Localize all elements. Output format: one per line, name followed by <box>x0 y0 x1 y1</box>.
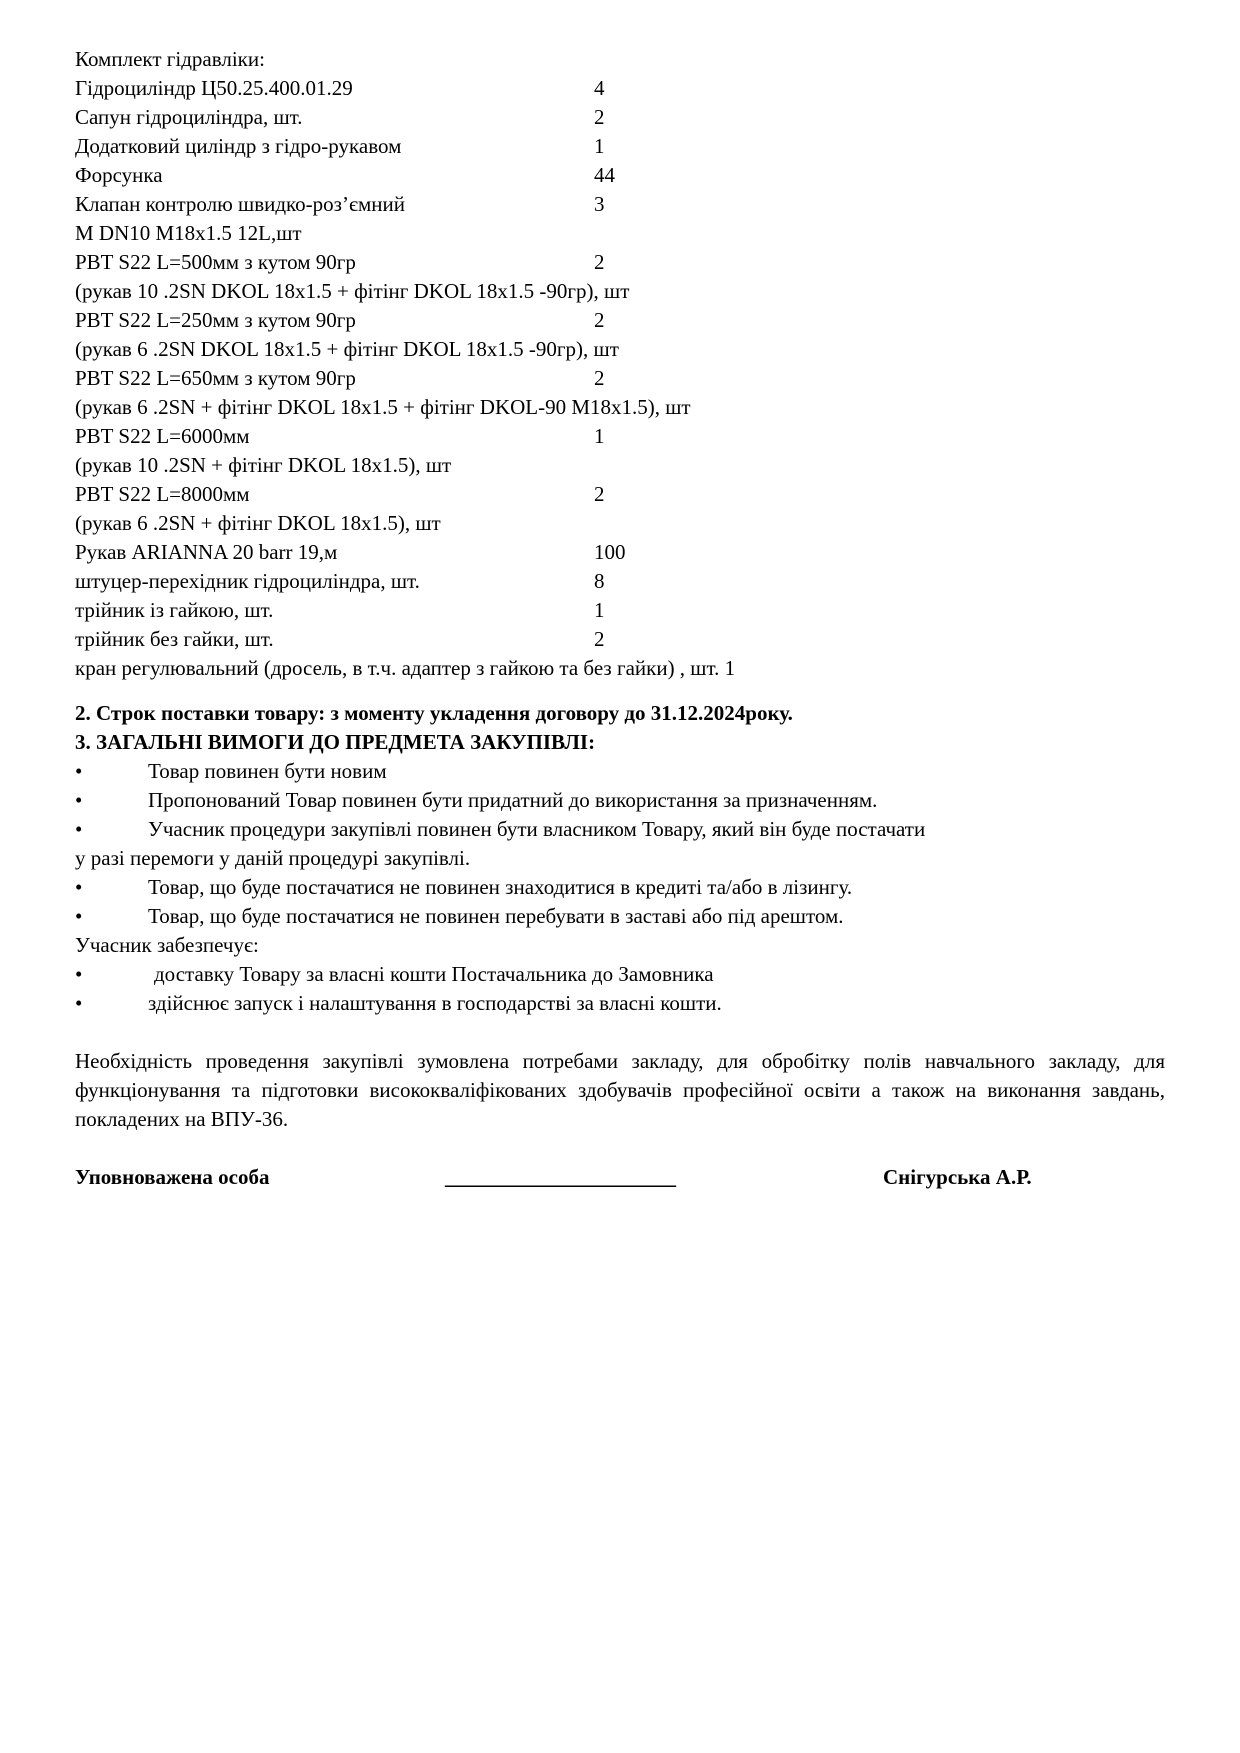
item-name: Клапан контролю швидко-роз’ємний <box>75 192 405 216</box>
requirement-item <box>75 757 1165 786</box>
hydraulics-item <box>75 103 1165 132</box>
hydraulics-item <box>75 509 1165 538</box>
hydraulics-item <box>75 538 1165 567</box>
hydraulics-item <box>75 596 1165 625</box>
requirement-text: Пропонований Товар повинен бути придатний до використання за призначенням. <box>148 788 878 812</box>
hydraulics-item <box>75 219 1165 248</box>
requirement-text: Товар, що буде постачатися не повинен перебувати в заставі або під арештом. <box>148 904 844 928</box>
item-name: PBT S22 L=250мм з кутом 90гр <box>75 308 356 332</box>
hydraulics-item <box>75 335 1165 364</box>
item-name: Форсунка <box>75 163 163 187</box>
hydraulics-last-line: кран регулювальний (дросель, в т.ч. адаптер з гайкою та без гайки) , шт. 1 <box>75 656 736 680</box>
item-name: Додатковий циліндр з гідро-рукавом <box>75 134 402 158</box>
provider-item <box>75 960 1165 989</box>
provider-text: доставку Товару за власні кошти Постачальника до Замовника <box>154 962 714 986</box>
provider-text: здійснює запуск і налаштування в господарстві за власні кошти. <box>148 991 722 1015</box>
item-name: Гідроциліндр Ц50.25.400.01.29 <box>75 76 353 100</box>
bullet-icon: • <box>75 875 83 899</box>
bullet-icon: • <box>75 817 83 841</box>
requirement-text: Товар повинен бути новим <box>148 759 387 783</box>
bullet-icon: • <box>75 788 83 812</box>
hydraulics-item <box>75 567 1165 596</box>
hydraulics-item <box>75 480 1165 509</box>
signatory-name: Снігурська А.Р. <box>883 1165 1032 1189</box>
item-name: трійник без гайки, шт. <box>75 627 274 651</box>
item-name: (рукав 10 .2SN + фітінг DKOL 18x1.5), шт <box>75 453 452 477</box>
requirement-item <box>75 902 1165 931</box>
hydraulics-items-list <box>75 74 1165 654</box>
item-name: (рукав 10 .2SN DKOL 18x1.5 + фітінг DKOL 18x1.5 -90гр), шт <box>75 279 630 303</box>
item-qty: 1 <box>594 424 605 448</box>
requirement-text: Учасник процедури закупівлі повинен бути власником Товару, який він буде постачати <box>148 817 926 841</box>
signature-label: Уповноважена особа <box>75 1165 270 1189</box>
item-qty: 2 <box>594 482 605 506</box>
provider-item <box>75 989 1165 1018</box>
spacer <box>75 1018 1165 1047</box>
item-name: штуцер-перехідник гідроциліндра, шт. <box>75 569 420 593</box>
item-qty: 100 <box>594 540 626 564</box>
requirement-text: Товар, що буде постачатися не повинен знаходитися в кредиті та/або в лізингу. <box>148 875 853 899</box>
signature-block <box>75 1163 1165 1192</box>
item-name: (рукав 6 .2SN DKOL 18x1.5 + фітінг DKOL 18x1.5 -90гр), шт <box>75 337 619 361</box>
item-name: PBT S22 L=650мм з кутом 90гр <box>75 366 356 390</box>
item-name: (рукав 6 .2SN + фітінг DKOL 18x1.5 + фітінг DKOL-90 M18x1.5), шт <box>75 395 691 419</box>
section2-heading: 2. Строк поставки товару: з моменту укладення договору до 31.12.2024року. <box>75 701 793 725</box>
requirement-item <box>75 815 1165 844</box>
item-qty: 8 <box>594 569 605 593</box>
item-name: M DN10 M18x1.5 12L,шт <box>75 221 302 245</box>
item-qty: 2 <box>594 627 605 651</box>
hydraulics-item <box>75 625 1165 654</box>
item-name: Рукав ARIANNA 20 barr 19,м <box>75 540 338 564</box>
item-qty: 2 <box>594 105 605 129</box>
provider-heading: Учасник забезпечує: <box>75 933 259 957</box>
bullet-icon: • <box>75 962 83 986</box>
bullet-icon: • <box>75 904 83 928</box>
requirement-item <box>75 786 1165 815</box>
item-qty: 44 <box>594 163 615 187</box>
item-name: PBT S22 L=8000мм <box>75 482 250 506</box>
item-name: PBT S22 L=6000мм <box>75 424 250 448</box>
hydraulics-item <box>75 74 1165 103</box>
hydraulics-item <box>75 161 1165 190</box>
hydraulics-item <box>75 190 1165 219</box>
section3-heading: 3. ЗАГАЛЬНІ ВИМОГИ ДО ПРЕДМЕТА ЗАКУПІВЛІ: <box>75 730 596 754</box>
bullet-icon: • <box>75 991 83 1015</box>
hydraulics-item <box>75 422 1165 451</box>
spacer <box>75 683 1165 699</box>
signature-line: ______________________ <box>445 1165 676 1189</box>
hydraulics-heading: Комплект гідравліки: <box>75 47 265 71</box>
hydraulics-item <box>75 364 1165 393</box>
bullet-icon: • <box>75 759 83 783</box>
hydraulics-item <box>75 277 1165 306</box>
item-qty: 2 <box>594 308 605 332</box>
hydraulics-item <box>75 306 1165 335</box>
hydraulics-item <box>75 393 1165 422</box>
item-name: PBT S22 L=500мм з кутом 90гр <box>75 250 356 274</box>
justification-paragraph: Необхідність проведення закупівлі зумовлена потребами закладу, для обробітку полів навчального закладу, для функціонування та підготовки висококваліфікованих здобувачів професійної освіти а також на виконання завдань, покладених на ВПУ-36. <box>75 1049 1165 1131</box>
hydraulics-item <box>75 451 1165 480</box>
item-name: Сапун гідроциліндра, шт. <box>75 105 303 129</box>
item-qty: 3 <box>594 192 605 216</box>
item-qty: 1 <box>594 598 605 622</box>
item-qty: 4 <box>594 76 605 100</box>
document-page <box>75 45 1165 1192</box>
requirement-continuation: у разі перемоги у даній процедурі закупівлі. <box>75 846 471 870</box>
requirement-item <box>75 873 1165 902</box>
hydraulics-item <box>75 132 1165 161</box>
item-name: (рукав 6 .2SN + фітінг DKOL 18x1.5), шт <box>75 511 441 535</box>
item-qty: 2 <box>594 366 605 390</box>
item-qty: 1 <box>594 134 605 158</box>
item-name: трійник із гайкою, шт. <box>75 598 274 622</box>
item-qty: 2 <box>594 250 605 274</box>
hydraulics-item <box>75 248 1165 277</box>
